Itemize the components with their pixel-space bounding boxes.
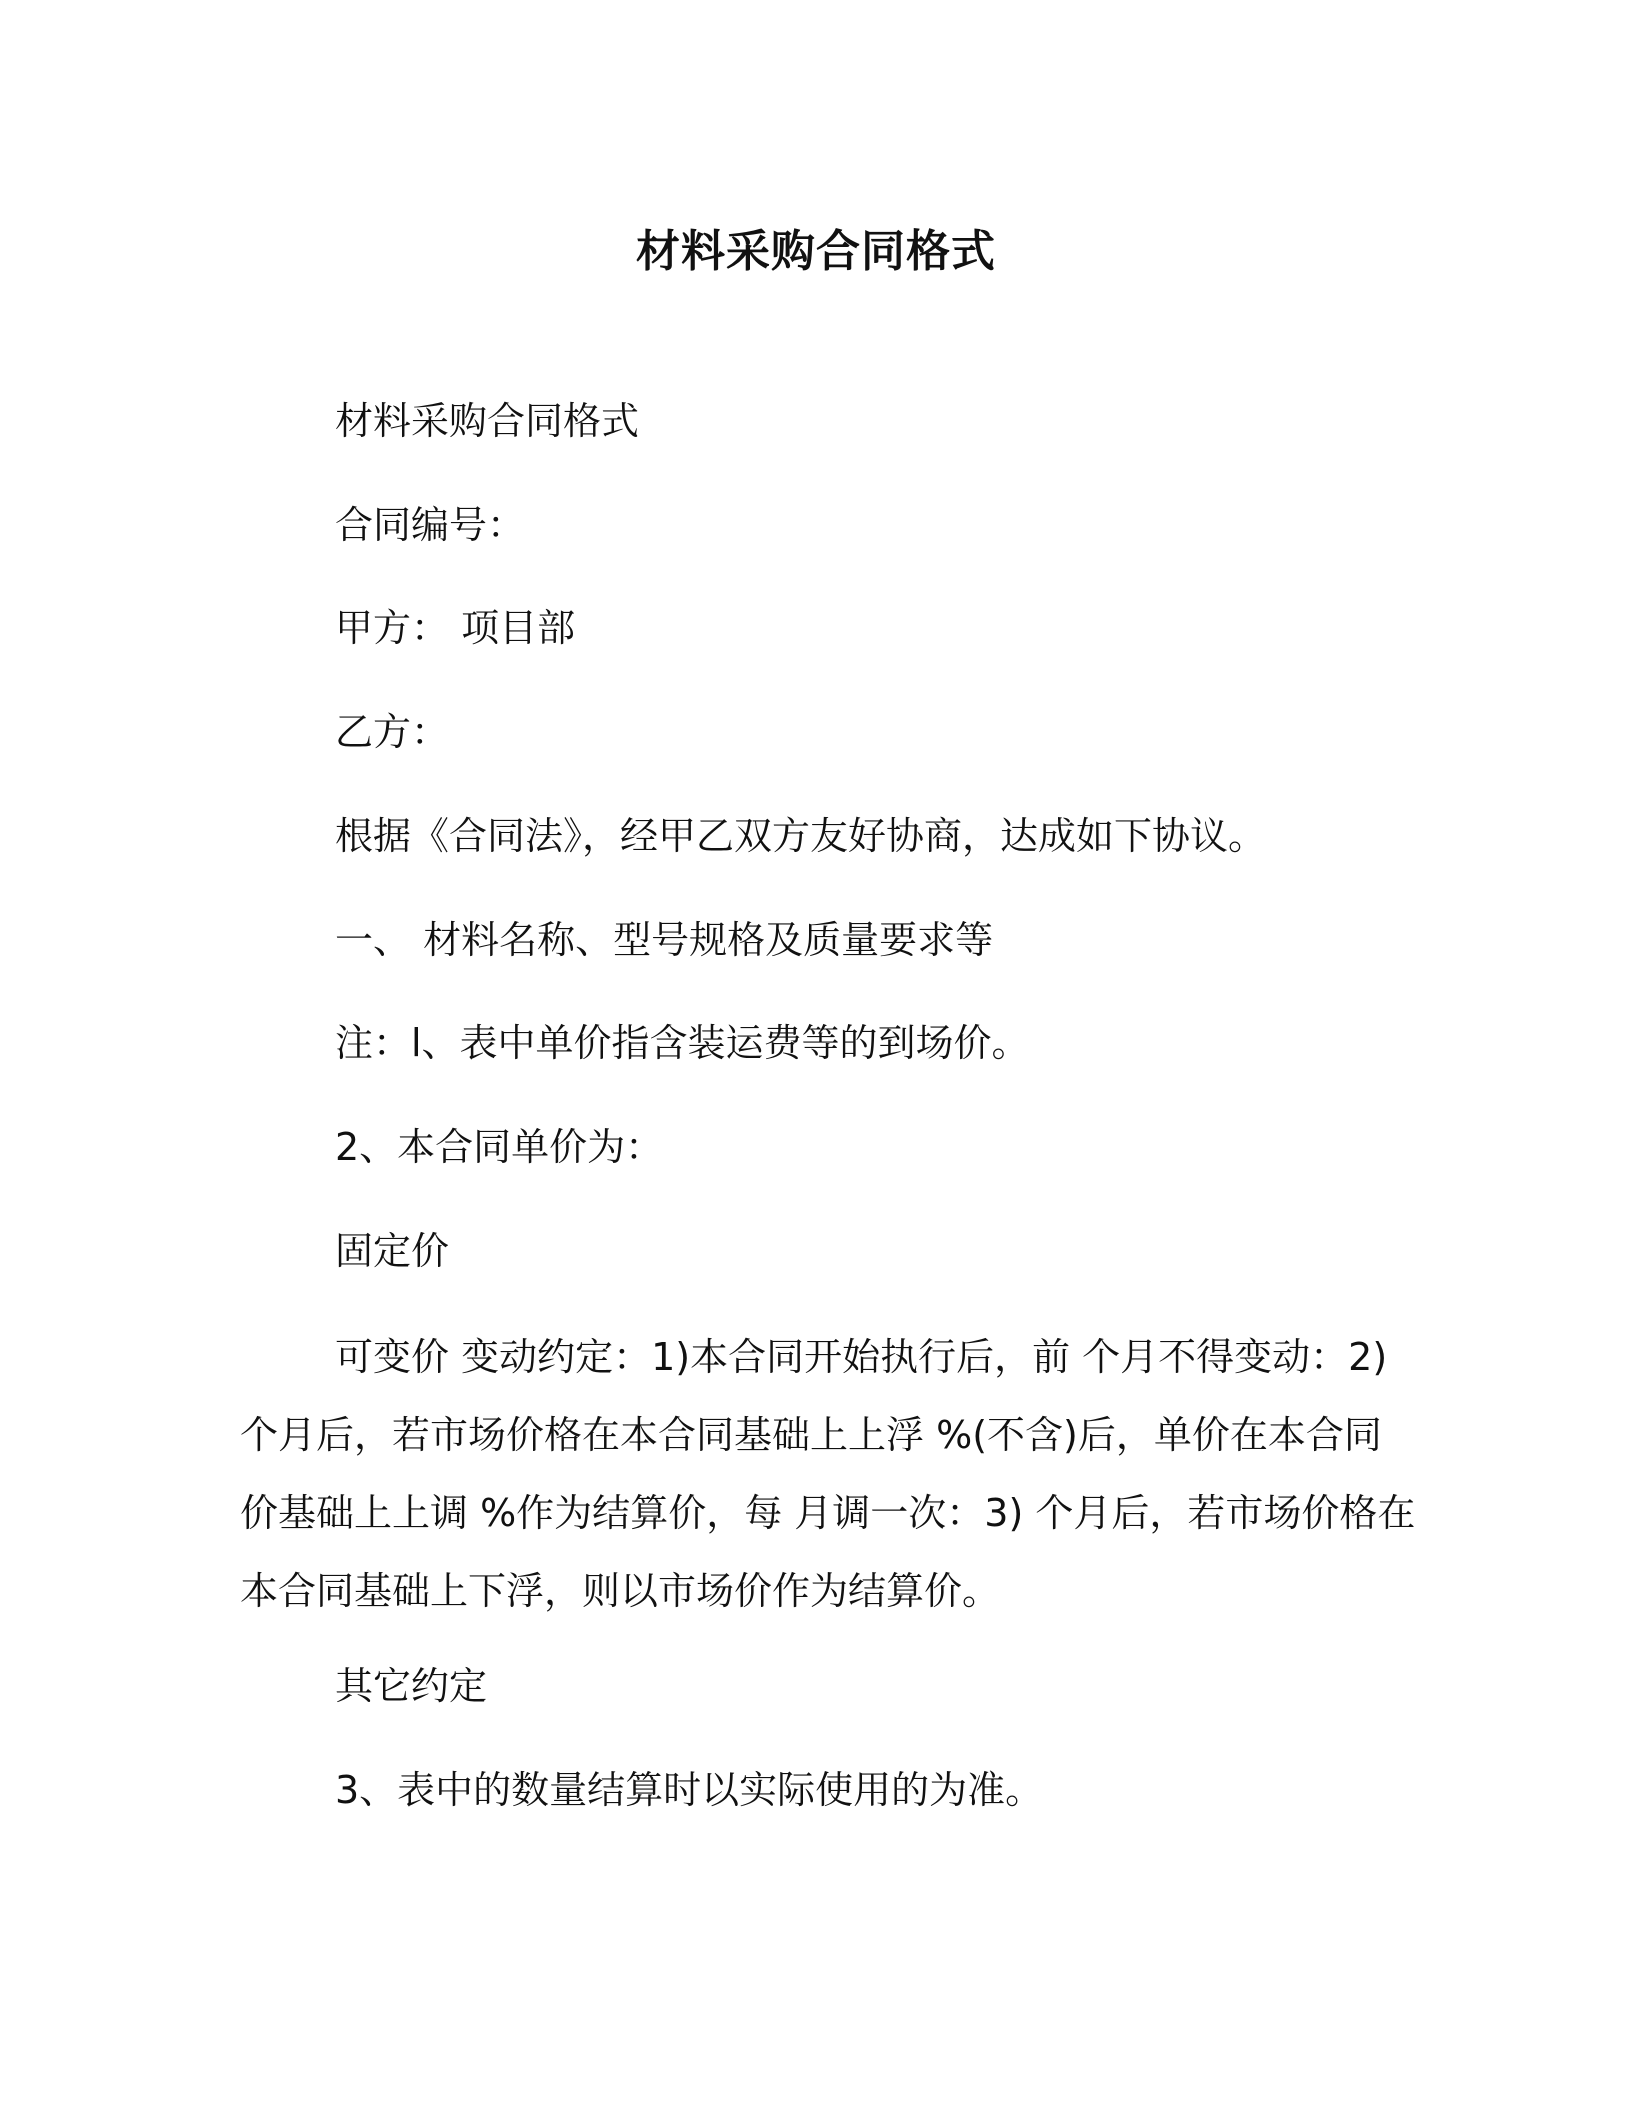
paragraph-party-a: 甲方： 项目部 [335, 606, 576, 650]
variable-price-line: 价基础上上调 %作为结算价，每 月调一次：3) 个月后，若市场价格在 [240, 1491, 1416, 1535]
paragraph-contract-number: 合同编号： [335, 503, 526, 547]
paragraph-fixed-price: 固定价 [335, 1229, 450, 1273]
variable-price-line: 个月后，若市场价格在本合同基础上上浮 %(不含)后，单价在本合同 [240, 1413, 1382, 1457]
paragraph-subtitle: 材料采购合同格式 [335, 399, 640, 443]
paragraph-section-one: 一、 材料名称、型号规格及质量要求等 [335, 918, 994, 962]
paragraph-other-terms: 其它约定 [335, 1664, 488, 1708]
variable-price-line: 可变价 变动约定：1)本合同开始执行后，前 个月不得变动：2) [335, 1335, 1388, 1379]
paragraph-note-two: 2、本合同单价为： [335, 1125, 664, 1169]
paragraph-variable-price [240, 1318, 1416, 1630]
paragraph-party-b: 乙方： [335, 710, 450, 754]
paragraph-agreement-intro: 根据《合同法》，经甲乙双方友好协商，达成如下协议。 [335, 814, 1267, 858]
document-title: 材料采购合同格式 [636, 226, 996, 277]
variable-price-line: 本合同基础上下浮，则以市场价作为结算价。 [240, 1569, 1001, 1613]
paragraph-note-three: 3、表中的数量结算时以实际使用的为准。 [335, 1768, 1044, 1812]
paragraph-note-one: 注：l、表中单价指含装运费等的到场价。 [335, 1021, 1030, 1065]
